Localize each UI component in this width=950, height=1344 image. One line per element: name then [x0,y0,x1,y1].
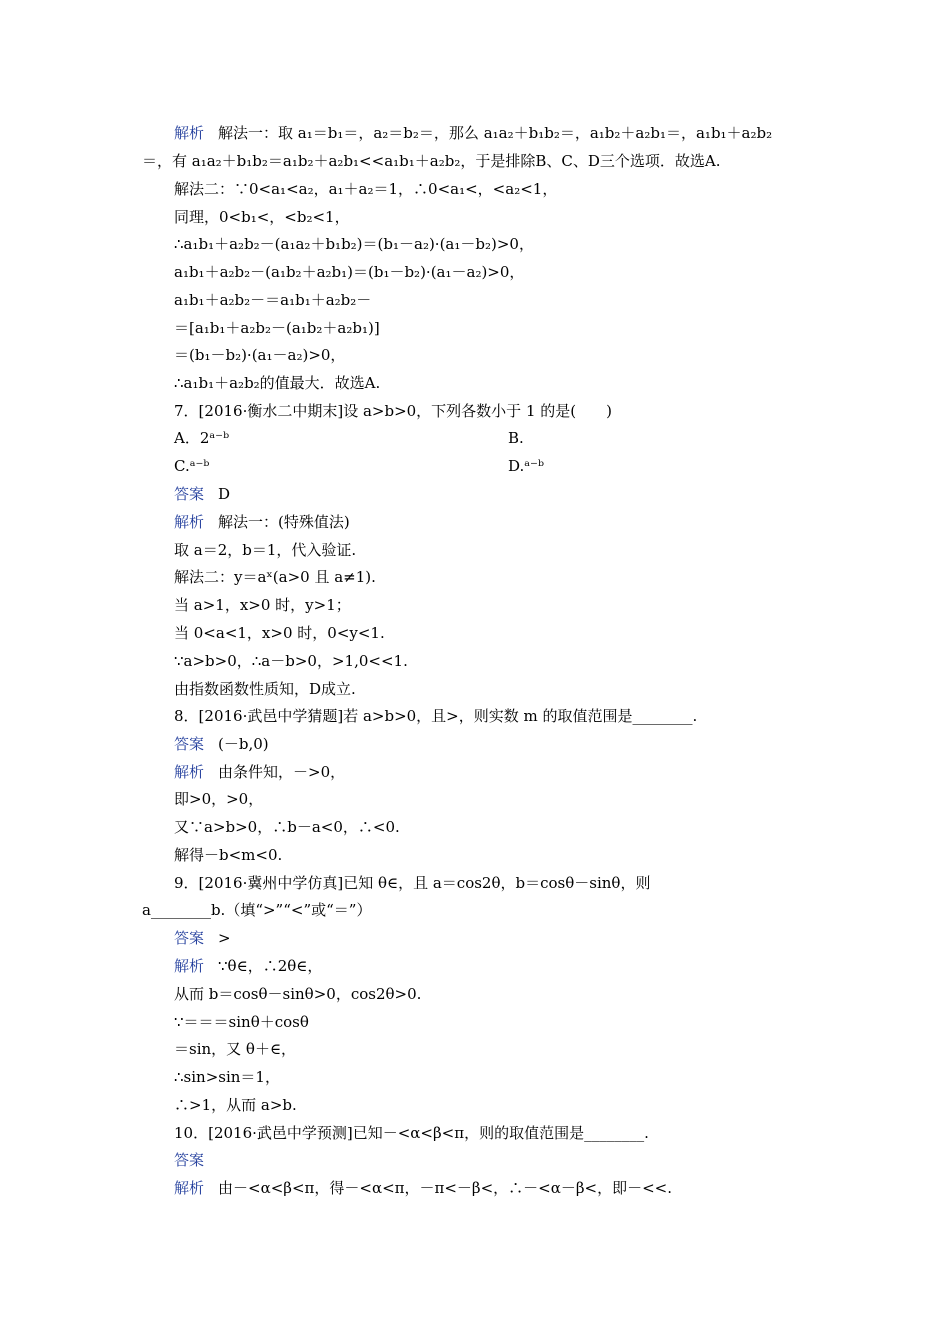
question-line [174,706,697,726]
section-label: 解析 [174,957,205,975]
line-text: ∴>1，从而 a>b. [174,1096,297,1114]
line-text: 同理，0<b₁<，<b₂<1， [174,208,350,226]
line-text: 从而 b＝cosθ－sinθ>0，cos2θ>0. [174,985,422,1003]
text-line [174,123,772,143]
text-line [174,817,400,837]
section-label: 答案 [174,929,205,947]
line-text: ∴sin>sin＝1， [174,1068,280,1086]
text-line [174,1178,672,1198]
text-line [174,956,322,976]
text-line [142,151,720,171]
line-text: ∴a₁b₁＋a₂b₂的值最大．故选A. [174,374,381,392]
text-line [174,1039,296,1059]
line-text: ∵a>b>0，∴a－b>0，>1,0<<1. [174,652,408,670]
line-text: ＝sin，又 θ＋∈， [174,1040,297,1058]
line-text: 解法二：y＝aˣ(a>0 且 a≠1). [174,568,376,586]
line-text: 取 a＝2，b＝1，代入验证. [174,541,357,559]
text-line [174,789,263,809]
question-line [174,1123,649,1143]
option-d: D.ᵃ⁻ᵇ [508,457,544,475]
option-line [174,456,209,476]
text-line [174,1012,309,1032]
option-line [174,428,229,448]
text-line [174,651,408,671]
line-text: a________b.（填“>”“<”或“＝”） [142,901,372,919]
text-line [174,484,230,504]
text-line [174,567,376,587]
text-line [174,373,380,393]
section-label: 答案 [174,485,205,503]
text-line [174,512,350,532]
text-line [174,207,350,227]
line-text: ∴a₁b₁＋a₂b₂－(a₁a₂＋b₁b₂)＝(b₁－a₂)·(a₁－b₂)>0， [174,235,534,253]
text-line [174,1095,297,1115]
text-line [174,345,345,365]
question-line [174,401,612,421]
line-text: 解法一：(特殊值法) [218,513,350,531]
line-text: 由条件知，－>0， [218,763,346,781]
text-line [174,540,356,560]
text-line [174,623,385,643]
line-text: > [218,929,231,947]
line-text: 又∵a>b>0，∴b－a<0，∴<0. [174,818,400,836]
text-line [174,762,345,782]
text-line [174,734,269,754]
section-label: 答案 [174,735,205,753]
line-text: ＝(b₁－b₂)·(a₁－a₂)>0， [174,346,346,364]
line-text: ∵＝＝＝sinθ＋cosθ [174,1013,309,1031]
line-text: 9．[2016·冀州中学仿真]已知 θ∈，且 a＝cos2θ，b＝cosθ－sinθ，则 [174,874,651,892]
line-text: D [218,485,231,503]
line-text: a₁b₁＋a₂b₂－(a₁b₂＋a₂b₁)＝(b₁－b₂)·(a₁－a₂)>0， [174,263,525,281]
line-text: (－b,0) [218,735,269,753]
section-label: 解析 [174,763,205,781]
text-line [174,1067,280,1087]
option-b: B. [508,429,524,447]
text-line [174,928,231,948]
line-text: 当 a>1，x>0 时，y>1； [174,596,351,614]
text-line [174,595,351,615]
option-a: A．2ᵃ⁻ᵇ [174,429,230,447]
option-c: C.ᵃ⁻ᵇ [174,457,210,475]
text-line [174,318,380,338]
question-line [174,873,650,893]
line-text: 即>0，>0， [174,790,264,808]
line-text: ＝[a₁b₁＋a₂b₂－(a₁b₂＋a₂b₁)] [174,319,380,337]
question-line [142,900,371,920]
text-line [174,262,524,282]
line-text: 解法一：取 a₁＝b₁＝，a₂＝b₂＝，那么 a₁a₂＋b₁b₂＝，a₁b₂＋a₂b₁＝，a₁b₁＋a₂b₂ [218,124,773,142]
text-line [174,234,534,254]
section-label: 解析 [174,124,205,142]
line-text: 8．[2016·武邑中学猜题]若 a>b>0，且>，则实数 m 的取值范围是________. [174,707,698,725]
line-text: 由指数函数性质知，D成立. [174,680,356,698]
line-text: 解法二：∵0<a₁<a₂，a₁＋a₂＝1，∴0<a₁<，<a₂<1， [174,180,558,198]
line-text: 10．[2016·武邑中学预测]已知－<α<β<π，则的取值范围是________. [174,1124,649,1142]
line-text: a₁b₁＋a₂b₂－＝a₁b₁＋a₂b₂－ [174,291,372,309]
text-line [174,984,421,1004]
text-line [174,179,557,199]
text-line [174,679,356,699]
text-line [174,290,371,310]
line-text: 7．[2016·衡水二中期末]设 a>b>0，下列各数小于 1 的是( ) [174,402,612,420]
line-text: 当 0<a<1，x>0 时，0<y<1. [174,624,385,642]
section-label: 解析 [174,1179,205,1197]
line-text: ∵θ∈，∴2θ∈， [218,957,323,975]
text-line [174,1150,218,1170]
line-text: ＝，有 a₁a₂＋b₁b₂＝a₁b₂＋a₂b₁<<a₁b₁＋a₂b₂，于是排除B、C、D三个选项．故选A. [142,152,721,170]
text-line [174,845,282,865]
section-label: 解析 [174,513,205,531]
section-label: 答案 [174,1151,205,1169]
line-text: 解得－b<m<0. [174,846,283,864]
line-text: 由－<α<β<π，得－<α<π，－π<－β<，∴－<α－β<，即－<<. [218,1179,673,1197]
